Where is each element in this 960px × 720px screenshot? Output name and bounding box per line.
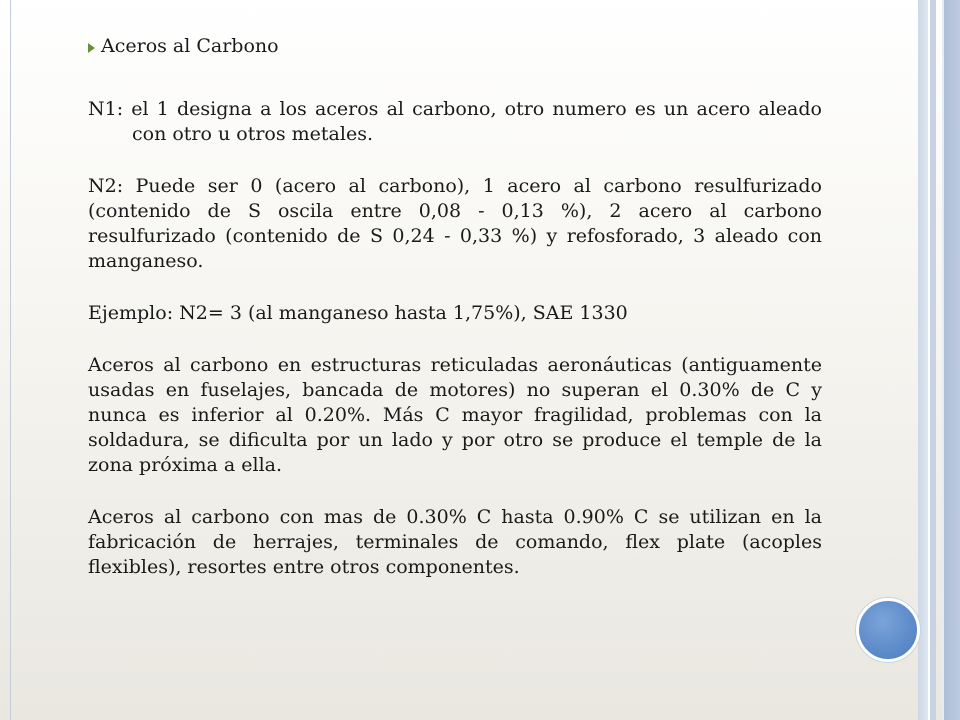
decorative-circle [856,598,920,662]
left-border-line [10,0,11,720]
right-decor-bar-wide [918,0,928,720]
paragraph-uses: Aceros al carbono con mas de 0.30% C hasta 0.90% C se utilizan en la fabricación de herrajes, terminales de comando, flex plate (acoples flexibles), resortes entre otros componentes. [88,506,822,578]
right-decor-bar-outer [944,0,960,720]
paragraph-example: Ejemplo: N2= 3 (al manganeso hasta 1,75%), SAE 1330 [88,302,628,324]
slide-content [88,34,822,580]
paragraph-n2: N2: Puede ser 0 (acero al carbono), 1 acero al carbono resulfurizado (contenido de S oscila entre 0,08 - 0,13 %), 2 acero al carbono resulfurizado (contenido de S 0,24 - 0,33 %) y refosforado, 3 aleado con manganeso. [88,175,822,272]
arrow-bullet-icon [88,43,95,53]
slide-heading: Aceros al Carbono [101,35,279,57]
heading-row [88,34,822,59]
right-decor-bar-inner [930,0,936,720]
paragraph-structures: Aceros al carbono en estructuras reticuladas aeronáuticas (antiguamente usadas en fuselajes, bancada de motores) no superan el 0.30% de C y nunca es inferior al 0.20%. Más C mayor fragilidad, problemas con la soldadura, se dificulta por un lado y por otro se produce el temple de la zona próxima a ella. [88,354,822,476]
paragraph-n1: N1: el 1 designa a los aceros al carbono, otro numero es un acero aleado con otro u otros metales. [88,98,822,145]
